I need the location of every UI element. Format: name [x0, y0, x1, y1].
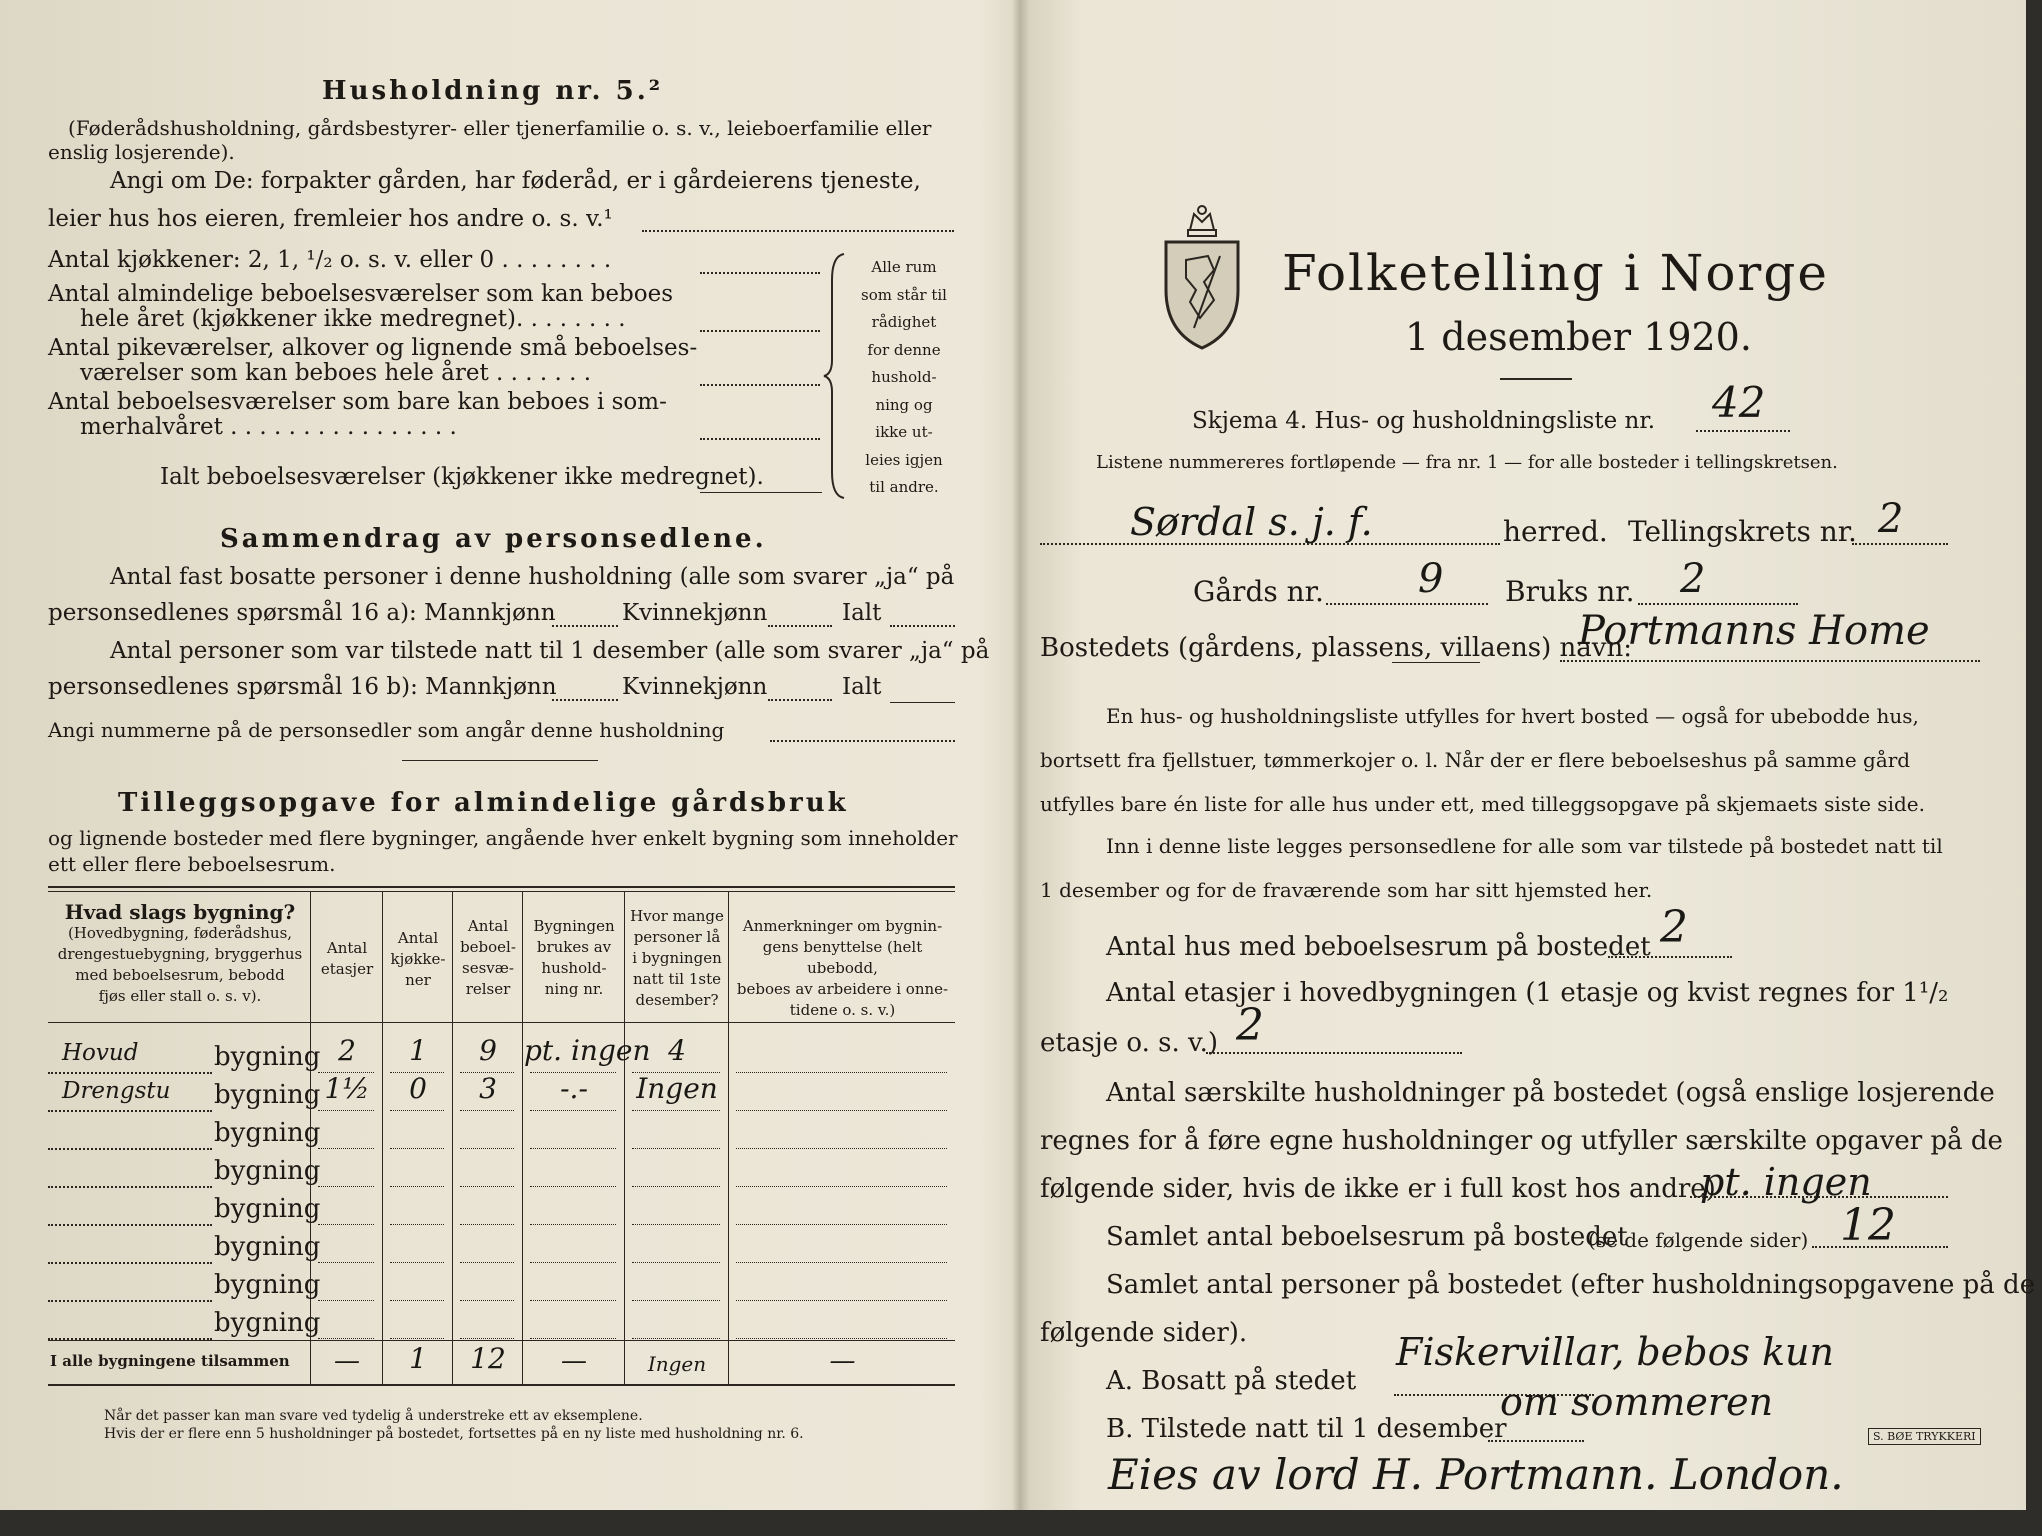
houses-value: 2: [1660, 902, 1688, 953]
fill-line: [48, 1300, 212, 1302]
instruction-1: En hus- og husholdningsliste utfylles for hvert bosted — også for ubebodde hus,: [1106, 704, 1919, 728]
households-value: pt. ingen: [1700, 1160, 1872, 1204]
col-header-floors: [312, 938, 382, 980]
fill-line: [460, 1224, 514, 1225]
fill-line: [700, 384, 820, 386]
fill-line: [460, 1300, 514, 1301]
footnote-2: Hvis der er flere enn 5 husholdninger på bostedet, fortsettes på en ny liste med husholdning nr. 6.: [104, 1426, 804, 1442]
total-row-label: I alle bygningene tilsammen: [50, 1352, 290, 1370]
summary-line-2c: Ialt: [842, 600, 882, 626]
cell-persons: Ingen: [636, 1072, 718, 1105]
ownership-note: Eies av lord H. Portmann. London.: [1108, 1450, 1844, 1499]
fill-line: [318, 1110, 374, 1111]
cell-kitchens: 1: [409, 1034, 427, 1067]
col-header-type: [52, 902, 308, 1007]
fill-line: [318, 1224, 374, 1225]
numbering-note: Listene nummereres fortløpende — fra nr. 1 — for alle bosteder i tellingskretsen.: [1096, 452, 1838, 473]
page-fold: [1012, 0, 1030, 1536]
header-line: Hvad slags bygning?: [64, 900, 296, 924]
total-rooms-value: 12: [1840, 1200, 1896, 1251]
building-label: bygning: [214, 1118, 321, 1148]
persons-label-2: følgende sider).: [1040, 1318, 1248, 1348]
fill-line: [736, 1148, 947, 1149]
list-number: 42: [1712, 378, 1766, 427]
fill-line: [736, 1186, 947, 1187]
total-rooms: 12: [470, 1342, 506, 1375]
cell-persons: 4: [668, 1034, 686, 1067]
footnote-1: Når det passer kan man svare ved tydelig å understreke ett av eksemplene.: [104, 1408, 643, 1424]
brace-note-line: hushold-: [871, 368, 937, 386]
fill-line: [1696, 430, 1790, 432]
table-rule: [48, 891, 955, 892]
fill-line: [530, 1148, 616, 1149]
instruction-2: bortsett fra fjellstuer, tømmerkojer o. l. Når der er flere beboelseshus på samme gård: [1040, 748, 1911, 772]
scan-edge-bottom: [0, 1510, 2042, 1536]
bruks-label: Bruks nr.: [1505, 575, 1635, 608]
building-label: bygning: [214, 1042, 321, 1072]
building-label: bygning: [214, 1194, 321, 1224]
header-line: beboes av arbeidere i onne-: [736, 980, 949, 998]
farm-title: Tilleggsopgave for almindelige gårdsbruk: [118, 788, 849, 818]
fill-line: [390, 1110, 444, 1111]
building-label: bygning: [214, 1080, 321, 1110]
fill-line: [318, 1186, 374, 1187]
household-title: Husholdning nr. 5.²: [322, 76, 664, 106]
table-rule: [452, 891, 453, 1384]
header-line: personer lå: [633, 928, 721, 946]
fill-line: [768, 625, 832, 627]
fill-line: [736, 1110, 947, 1111]
header-line: etasjer: [320, 960, 374, 978]
present-value: om sommeren: [1500, 1380, 1774, 1424]
fill-line: [1690, 1196, 1948, 1198]
fill-line: [390, 1338, 444, 1339]
fill-line: [1560, 660, 1980, 662]
fill-line: [632, 1262, 720, 1263]
maid-label-2: værelser som kan beboes hele året . . . . . . .: [80, 360, 592, 386]
header-line: (Hovedbygning, føderådshus,: [67, 924, 293, 942]
floors-label-1: Antal etasjer i hovedbygningen (1 etasje og kvist regnes for 1¹/₂: [1106, 978, 1949, 1008]
header-line: beboel-: [460, 938, 516, 956]
fill-line: [48, 1338, 212, 1340]
households-label-3: følgende sider, hvis de ikke er i full kost hos andre): [1040, 1174, 1716, 1204]
fill-line: [530, 1110, 616, 1111]
header-line: ning nr.: [544, 980, 604, 998]
fill-line: [642, 230, 954, 232]
instruction-5: 1 desember og for de fraværende som har sitt hjemsted her.: [1040, 878, 1653, 902]
table-rule: [48, 1384, 955, 1386]
header-line: tidene o. s. v.): [789, 1001, 896, 1019]
header-line: ner: [405, 971, 431, 989]
ordinary-label-1: Antal almindelige beboelsesværelser som kan beboes: [48, 281, 674, 307]
farm-subtitle-1: og lignende bosteder med flere bygninger, angående hver enkelt bygning som inneholder: [48, 826, 958, 850]
total-used-by: —: [561, 1346, 587, 1376]
farm-subtitle-2: ett eller flere beboelsesrum.: [48, 852, 336, 876]
building-type-value: Hovud: [62, 1040, 139, 1066]
col-header-used-by: [524, 916, 624, 1000]
fill-line: [890, 702, 955, 703]
total-notes: —: [829, 1346, 856, 1376]
fill-line: [48, 1262, 212, 1264]
building-type-value: Drengstu: [62, 1078, 171, 1104]
tellingskrets-label: Tellingskrets nr.: [1628, 515, 1857, 548]
intro-line-3: Angi om De: forpakter gården, har føderåd, er i gårdeierens tjeneste,: [110, 168, 921, 194]
fill-line: [1812, 1246, 1948, 1248]
building-label: bygning: [214, 1232, 321, 1262]
fill-line: [318, 1300, 374, 1301]
fill-line: [632, 1338, 720, 1339]
fill-line: [700, 438, 820, 440]
fill-line: [1638, 603, 1798, 605]
building-label: bygning: [214, 1156, 321, 1186]
fill-line: [552, 625, 618, 627]
header-line: i bygningen: [632, 949, 722, 967]
table-rule: [522, 891, 523, 1384]
printer-stamp: S. BØE TRYKKERI: [1868, 1428, 1981, 1445]
total-kitchens: 1: [409, 1342, 427, 1375]
intro-line-1: (Føderådshusholdning, gårdsbestyrer- eller tjenerfamilie o. s. v., leieboerfamilie eller: [68, 116, 932, 140]
total-rooms-label: Ialt beboelsesværelser (kjøkkener ikke medregnet).: [160, 464, 764, 490]
building-label: bygning: [214, 1308, 321, 1338]
fill-line: [48, 1110, 212, 1112]
fill-line: [530, 1186, 616, 1187]
fill-line: [1852, 543, 1948, 545]
households-label-1: Antal særskilte husholdninger på bostedet (også enslige losjerende: [1106, 1078, 1995, 1108]
cell-used-by: pt. ingen: [524, 1034, 651, 1067]
fill-line: [632, 1110, 720, 1111]
summary-line-2b: Kvinnekjønn: [622, 600, 768, 626]
kitchens-label: Antal kjøkkener: 2, 1, ¹/₂ o. s. v. eller 0 . . . . . . . .: [48, 247, 612, 273]
header-line: desember?: [635, 991, 719, 1009]
fill-line: [768, 699, 832, 701]
total-persons: Ingen: [647, 1352, 707, 1376]
fill-line: [736, 1300, 947, 1301]
brace-note-line: leies igjen: [865, 450, 943, 469]
scan-edge-right: [2026, 0, 2042, 1536]
header-line: Antal: [326, 939, 368, 957]
col-header-notes: [730, 916, 955, 1021]
summary-line-2a: personsedlenes spørsmål 16 a): Mannkjønn: [48, 600, 556, 626]
col-header-kitchens: [384, 928, 452, 991]
summary-line-5: Angi nummerne på de personsedler som angår denne husholdning: [48, 718, 725, 742]
ordinary-label-2: hele året (kjøkkener ikke medregnet). . . . . . . .: [80, 306, 626, 332]
cell-kitchens: 0: [409, 1072, 427, 1105]
fill-line: [460, 1262, 514, 1263]
table-rule: [382, 891, 383, 1384]
fill-line: [632, 1300, 720, 1301]
summary-title: Sammendrag av personsedlene.: [220, 524, 767, 554]
fill-line: [1488, 1440, 1584, 1442]
houses-label: Antal hus med beboelsesrum på bostedet: [1106, 932, 1651, 962]
intro-line-2: enslig losjerende).: [48, 140, 235, 164]
header-line: med beboelsesrum, bebodd: [75, 966, 285, 984]
total-rooms-note: (se de følgende sider): [1588, 1228, 1809, 1252]
fill-line: [736, 1262, 947, 1263]
fill-line: [736, 1338, 947, 1339]
brace-note-line: rådighet: [871, 313, 937, 331]
fill-line: [736, 1224, 947, 1225]
resident-label: A. Bosatt på stedet: [1106, 1366, 1357, 1396]
resident-value: Fiskervillar, bebos kun: [1396, 1330, 1835, 1374]
instruction-4: Inn i denne liste legges personsedlene for alle som var tilstede på bostedet natt til: [1106, 834, 1943, 858]
table-rule: [48, 1340, 955, 1341]
fill-line: [770, 740, 955, 742]
floors-label-2: etasje o. s. v.): [1040, 1028, 1219, 1058]
coat-of-arms-icon: [1160, 200, 1244, 352]
fill-line: [390, 1262, 444, 1263]
herred-value: Sørdal s. j. f.: [1130, 500, 1373, 544]
maid-label-1: Antal pikeværelser, alkover og lignende små beboelses-: [48, 335, 698, 361]
brace-note-line: til andre.: [869, 478, 939, 496]
header-line: Anmerkninger om bygnin-: [742, 917, 943, 935]
table-rule: [48, 1022, 955, 1023]
fill-line: [48, 1148, 212, 1150]
fill-line: [700, 330, 820, 332]
brace-note-line: for denne: [867, 340, 941, 359]
brace-note-line: som står til: [861, 285, 947, 304]
fill-line: [318, 1338, 374, 1339]
header-line: fjøs eller stall o. s. v).: [98, 987, 262, 1005]
total-floors: —: [334, 1346, 360, 1376]
summary-line-4b: Kvinnekjønn: [622, 674, 768, 700]
cell-rooms: 9: [479, 1034, 497, 1067]
brace-note-line: Alle rum: [871, 258, 937, 276]
census-title: Folketelling i Norge: [1282, 244, 1829, 302]
cell-floors: 2: [338, 1034, 356, 1067]
header-line: hushold-: [541, 959, 607, 977]
brace-note-line: ning og: [875, 395, 933, 414]
total-line: [700, 492, 822, 493]
brace-note: [848, 254, 960, 502]
gards-value: 9: [1418, 556, 1444, 602]
fill-line: [460, 1148, 514, 1149]
fill-line: [632, 1224, 720, 1225]
fill-line: [736, 1072, 947, 1073]
header-line: natt til 1ste: [633, 970, 721, 988]
brace-note-line: ikke ut-: [875, 423, 933, 441]
table-rule: [728, 891, 729, 1384]
fill-line: [890, 625, 955, 627]
fill-line: [390, 1300, 444, 1301]
fill-line: [1326, 603, 1488, 605]
villaens-underline: [1392, 662, 1480, 663]
building-label: bygning: [214, 1270, 321, 1300]
floors-value: 2: [1236, 1000, 1264, 1051]
fill-line: [318, 1262, 374, 1263]
header-line: drengestuebygning, bryggerhus: [57, 945, 303, 963]
herred-label: herred.: [1503, 515, 1608, 548]
title-divider: [1500, 378, 1572, 380]
fill-line: [460, 1110, 514, 1111]
col-header-rooms: [454, 916, 522, 1000]
fill-line: [390, 1148, 444, 1149]
schema-label: Skjema 4. Hus- og husholdningsliste nr.: [1192, 408, 1656, 434]
table-rule: [624, 891, 625, 1384]
cell-used-by: -.-: [560, 1072, 588, 1105]
fill-line: [1040, 543, 1500, 545]
tellingskrets-value: 2: [1878, 496, 1904, 542]
intro-line-4: leier hus hos eieren, fremleier hos andre o. s. v.¹: [48, 206, 613, 232]
present-label: B. Tilstede natt til 1 desember: [1106, 1414, 1507, 1444]
fill-line: [48, 1072, 212, 1074]
summer-label-2: merhalvåret . . . . . . . . . . . . . . . .: [80, 414, 457, 440]
header-line: relser: [465, 980, 511, 998]
fill-line: [318, 1148, 374, 1149]
bosted-value: Portmanns Home: [1578, 608, 1930, 654]
fill-line: [48, 1186, 212, 1188]
persons-label-1: Samlet antal personer på bostedet (efter husholdningsopgavene på de: [1106, 1270, 2036, 1300]
fill-line: [460, 1338, 514, 1339]
cell-floors: 1½: [324, 1072, 370, 1105]
header-line: brukes av: [536, 938, 612, 956]
table-rule: [48, 886, 955, 888]
fill-line: [700, 272, 820, 274]
header-line: Antal: [467, 917, 509, 935]
fill-line: [530, 1262, 616, 1263]
summary-line-4c: Ialt: [842, 674, 882, 700]
cell-rooms: 3: [479, 1072, 497, 1105]
fill-line: [632, 1186, 720, 1187]
fill-line: [552, 699, 618, 701]
header-line: Hvor mange: [630, 907, 724, 925]
fill-line: [48, 1224, 212, 1226]
fill-line: [530, 1300, 616, 1301]
fill-line: [632, 1148, 720, 1149]
instruction-3: utfylles bare én liste for alle hus under ett, med tilleggsopgave på skjemaets siste side.: [1040, 792, 1925, 816]
header-line: Bygningen: [533, 917, 615, 935]
bosted-label: Bostedets (gårdens, plassens, villaens) navn:: [1040, 633, 1632, 663]
col-header-persons: [626, 906, 728, 1011]
section-divider: [402, 760, 598, 761]
households-label-2: regnes for å føre egne husholdninger og utfyller særskilte opgaver på de: [1040, 1126, 2003, 1156]
census-date: 1 desember 1920.: [1405, 315, 1752, 359]
header-line: Antal: [397, 929, 439, 947]
fill-line: [460, 1186, 514, 1187]
fill-line: [530, 1338, 616, 1339]
fill-line: [390, 1186, 444, 1187]
header-line: gens benyttelse (helt ubebodd,: [762, 938, 923, 977]
summer-label-1: Antal beboelsesværelser som bare kan beboes i som-: [48, 389, 667, 415]
header-line: sesvæ-: [462, 959, 514, 977]
gards-label: Gårds nr.: [1193, 575, 1324, 608]
header-line: kjøkke-: [390, 950, 446, 968]
fill-line: [390, 1224, 444, 1225]
fill-line: [1608, 956, 1732, 958]
summary-line-1: Antal fast bosatte personer i denne husholdning (alle som svarer „ja“ på: [110, 564, 955, 590]
bruks-value: 2: [1680, 556, 1706, 602]
fill-line: [1206, 1052, 1462, 1054]
summary-line-4a: personsedlenes spørsmål 16 b): Mannkjønn: [48, 674, 557, 700]
fill-line: [530, 1224, 616, 1225]
summary-line-3: Antal personer som var tilstede natt til 1 desember (alle som svarer „ja“ på: [110, 638, 990, 664]
total-rooms-label-right: Samlet antal beboelsesrum på bostedet: [1106, 1222, 1628, 1252]
